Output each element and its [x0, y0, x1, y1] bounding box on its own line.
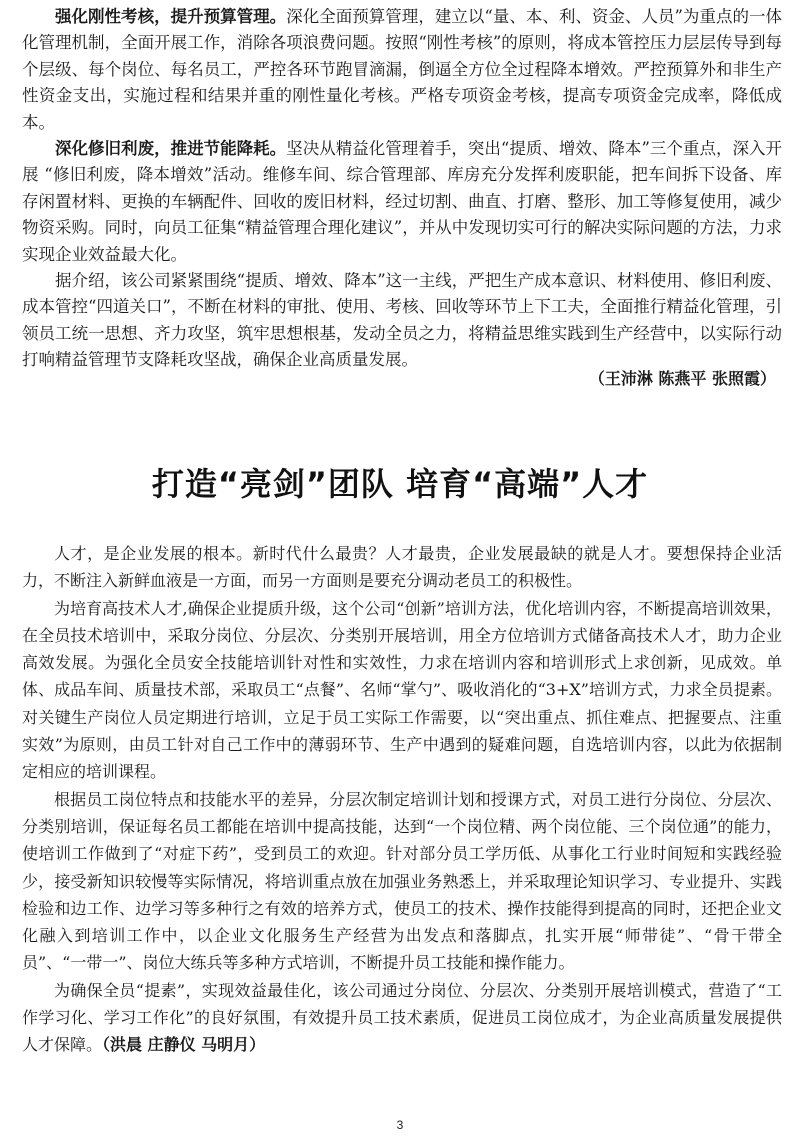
paragraph: 人才，是企业发展的根本。新时代什么最贵？人才最贵，企业发展最缺的就是人才。要想保持企业活力，不断注入新鲜血液是一方面，而另一方面则是要充分调动老员工的积极性。	[22, 544, 782, 591]
article-cost-control	[22, 4, 782, 374]
article-talent-training	[22, 540, 782, 1059]
paragraph-text: 据介绍，该公司紧紧围绕“提质、增效、降本”这一主线，严把生产成本意识、材料使用、修旧利废、成本管控“四道关口”，不断在材料的审批、使用、考核、回收等环节上下工夫，全面推行精益化管理，引领员工统一思想、齐力攻坚，筑牢思想根基，发动全员之力，将精益思维实践到生产经营中，以实际行动打响精益管理节支降耗攻坚战，确保企业高质量发展。	[22, 271, 782, 370]
paragraph-text: 深化全面预算管理，建立以“量、本、利、资金、人员”为重点的一体化管理机制，全面开展工作，消除各项浪费问题。按照“刚性考核”的原则，将成本管控压力层层传导到每个层级、每个岗位、每名员工，严控各环节跑冒滴漏，倒逼全方位全过程降本增效。严控预算外和非生产性资金支出，实施过程和结果并重的刚性量化考核。严格专项资金考核，提高专项资金完成率，降低成本。	[22, 7, 783, 132]
article2-byline: （洪晨 庄静仪 马明月）	[102, 1035, 266, 1055]
paragraph: 为培育高技术人才,确保企业提质升级，这个公司“创新”培训方法，优化培训内容，不断提高培训效果，在全员技术培训中，采取分岗位、分层次、分类别开展培训，用全方位培训方式储备高技术人才，助力企业高效发展。为强化全员安全技能培训针对性和实效性，力求在培训内容和培训形式上求创新，见成效。单体、成品车间、质量技术部，采取员工“点餐”、名师“掌勺”、吸收消化的“3+X”培训方式，力求全员提素。对关键生产岗位人员定期进行培训，立足于员工实际工作需要，以“突出重点、抓住难点、把握要点、注重实效”为原则，由员工针对自己工作中的薄弱环节、生产中遇到的疑难问题，自选培训内容，以此为依据制定相应的培训课程。	[22, 598, 782, 782]
paragraph	[22, 268, 782, 374]
paragraph-lead: 强化刚性考核，提升预算管理。	[55, 7, 287, 26]
paragraph	[22, 977, 782, 1059]
paragraph-text: 为确保全员“提素”，实现效益最佳化，该公司通过分岗位、分层次、分类别开展培训模式，营造了“工作学习化、学习工作化”的良好氛围，有效提升员工技术素质，促进员工岗位成才，为企业高质量发展提供人才保障。	[22, 980, 782, 1055]
page-number: 3	[396, 1118, 404, 1132]
paragraph-text: 坚决从精益化管理着手，突出“提质、增效、降本”三个重点，深入开展 “修旧利废，降本增效”活动。维修车间、综合管理部、库房充分发挥利废职能，把车间拆下设备、库存闲置材料、更换的车辆配件、回收的废旧材料，经过切割、曲直、打磨、整形、加工等修复使用，减少物资采购。同时，向员工征集“精益管理合理化建议”，并从中发现切实可行的解决实际问题的方法，力求实现企业效益最大化。	[22, 139, 783, 264]
article1-byline: （王沛淋 陈燕平 张照霞）	[588, 369, 776, 388]
paragraph: 根据员工岗位特点和技能水平的差异，分层次制定培训计划和授课方式，对员工进行分岗位、分层次、分类别培训，保证每名员工都能在培训中提高技能，达到“一个岗位精、两个岗位能、三个岗位通”的能力，使培训工作做到了“对症下药”，受到员工的欢迎。针对部分员工学历低、从事化工行业时间短和实践经验少，接受新知识较慢等实际情况，将培训重点放在加强业务熟悉上，并采取理论知识学习、专业提升、实践检验和边工作、边学习等多种行之有效的培养方式，使员工的技术、操作技能得到提高的同时，还把企业文化融入到培训工作中，以企业文化服务生产经营为出发点和落脚点，扎实开展“师带徒”、“骨干带全员”、“一带一”、岗位大练兵等多种方式培训，不断提升员工技能和操作能力。	[22, 789, 782, 973]
paragraph	[22, 4, 782, 136]
paragraph	[22, 136, 782, 268]
paragraph-lead: 深化修旧利废，推进节能降耗。	[55, 139, 287, 159]
article2-title: 打造“亮剑”团队 培育“高端”人才	[151, 465, 649, 503]
